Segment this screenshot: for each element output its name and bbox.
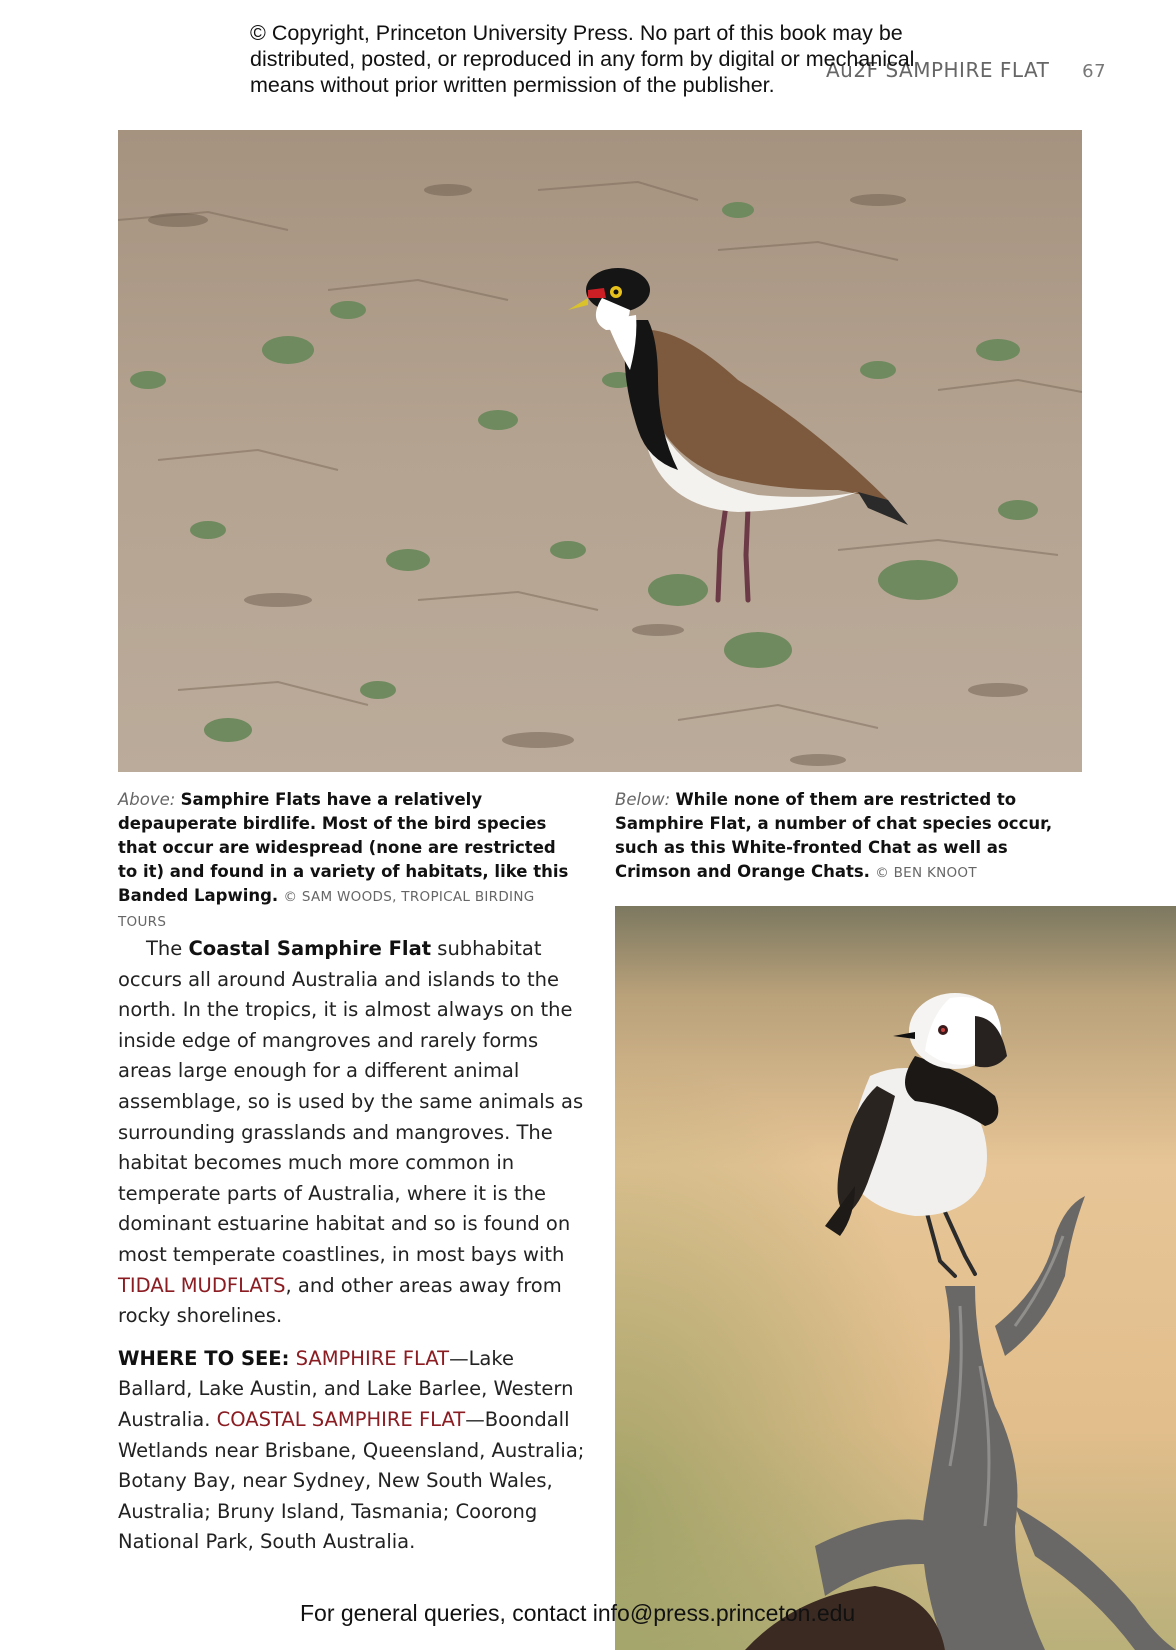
section-title: Au2F SAMPHIRE FLAT <box>826 58 1050 82</box>
cross-reference-link[interactable]: TIDAL MUDFLATS <box>118 1273 286 1297</box>
caption-below <box>615 788 1085 885</box>
locations-text: —Lake Ballard, Lake Austin, and Lake Barlee, Western Australia. <box>118 1346 574 1431</box>
caption-text: While none of them are restricted to Samphire Flat, a number of chat species occur, such as this White-fronted Chat as well as Crimson and Orange Chats. <box>615 790 1053 881</box>
copyright-line: distributed, posted, or reproduced in any form by digital or mechanical <box>250 47 915 71</box>
photo-white-fronted-chat <box>615 906 1176 1650</box>
page-number: 67 <box>1082 61 1107 82</box>
copyright-line: © Copyright, Princeton University Press. No part of this book may be <box>250 21 903 45</box>
caption-lead: Below: <box>615 790 671 809</box>
photo-credit: © SAM WOODS, TROPICAL BIRDING TOURS <box>118 889 535 930</box>
cross-reference-link[interactable]: COASTAL SAMPHIRE FLAT <box>216 1407 466 1431</box>
caption-above <box>118 788 580 934</box>
caption-text: Samphire Flats have a relatively depauperate birdlife. Most of the bird species that occur are widespread (none are restricted to it) and found in a variety of habitats, like this Banded Lapwing. <box>118 790 569 905</box>
caption-lead: Above: <box>118 790 176 809</box>
photo-banded-lapwing <box>118 130 1082 772</box>
body-paragraph <box>118 934 588 1332</box>
locations-text: —Boondall Wetlands near Brisbane, Queensland, Australia; Botany Bay, near Sydney, New South Wales, Australia; Bruny Island, Tasmania; Coorong National Park, South Australia. <box>118 1407 585 1554</box>
white-fronted-chat-illustration <box>615 906 1176 1650</box>
where-to-see-label: WHERE TO SEE: <box>118 1346 290 1370</box>
copyright-line: means without prior written permission of the publisher. <box>250 73 775 97</box>
paragraph-text: subhabitat occurs all around Australia and islands to the north. In the tropics, it is almost always on the inside edge of mangroves and rarely forms areas large enough for a different animal assemblage, so is used by the same animals as surrounding grasslands and mangroves. The habitat becomes much more common in temperate parts of Australia, where it is the dominant estuarine habitat and so is found on most temperate coastlines, in most bays with <box>118 937 584 1266</box>
photo-credit: © BEN KNOOT <box>875 865 977 881</box>
banded-lapwing-illustration <box>118 130 1082 772</box>
intro-word: The <box>146 937 183 960</box>
cross-reference-link[interactable]: SAMPHIRE FLAT <box>295 1346 450 1370</box>
paragraph-text: , and other areas away from rocky shorelines. <box>118 1273 562 1328</box>
footer-contact: For general queries, contact info@press.princeton.edu <box>300 1600 856 1626</box>
body-text <box>118 934 588 1558</box>
where-to-see-paragraph <box>118 1344 588 1558</box>
habitat-term: Coastal Samphire Flat <box>188 937 432 960</box>
copyright-notice <box>250 20 970 98</box>
